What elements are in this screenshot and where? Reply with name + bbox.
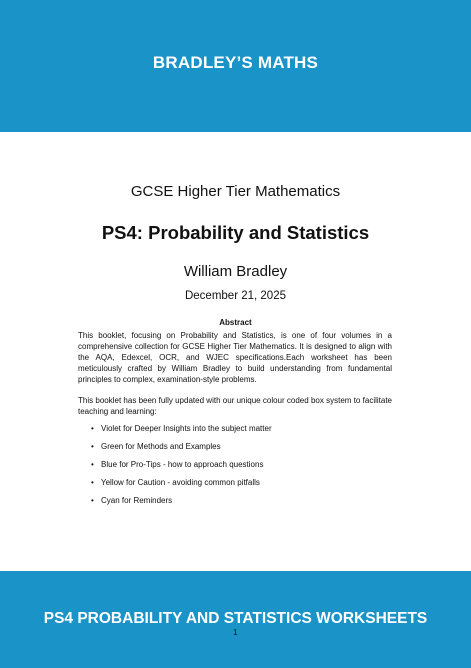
brand-title: BRADLEY’S MATHS [152, 53, 319, 72]
list-item [91, 459, 392, 470]
abstract-body [78, 330, 392, 513]
bullet-icon: • [91, 496, 94, 505]
abstract-heading: Abstract [219, 318, 252, 327]
document-title: PS4: Probability and Statistics [101, 222, 370, 243]
bullet-icon: • [91, 424, 94, 433]
colour-box-list [78, 423, 392, 506]
list-item-text: Green for Methods and Examples [101, 442, 221, 451]
list-item [91, 441, 392, 452]
bullet-icon: • [91, 478, 94, 487]
list-item-text: Cyan for Reminders [101, 496, 173, 505]
footer-title: PS4 PROBABILITY AND STATISTICS WORKSHEETS [43, 610, 428, 627]
list-item-text: Blue for Pro-Tips - how to approach questions [101, 460, 264, 469]
list-item-text: Yellow for Caution - avoiding common pitfalls [101, 478, 260, 487]
list-item [91, 423, 392, 434]
list-item [91, 477, 392, 488]
subject-line: GCSE Higher Tier Mathematics [130, 183, 341, 200]
abstract-paragraph-2: This booklet has been fully updated with our unique colour coded box system to facilitate teaching and learning: [78, 396, 392, 416]
list-item-text: Violet for Deeper Insights into the subject matter [101, 424, 272, 433]
page-number: 1 [233, 628, 238, 637]
bullet-icon: • [91, 442, 94, 451]
list-item [91, 495, 392, 506]
document-date: December 21, 2025 [184, 290, 286, 302]
author-name: William Bradley [183, 263, 288, 280]
bullet-icon: • [91, 460, 94, 469]
abstract-paragraph-1: This booklet, focusing on Probability and Statistics, is one of four volumes in a comprehensive collection for GCSE Higher Tier Mathematics. It is designed to align with the AQA, Edexcel, OCR, and WJEC specifications.Each worksheet has been meticulously crafted by William Bradley to build understanding from fundamental principles to complex, examination-style problems. [78, 331, 392, 384]
